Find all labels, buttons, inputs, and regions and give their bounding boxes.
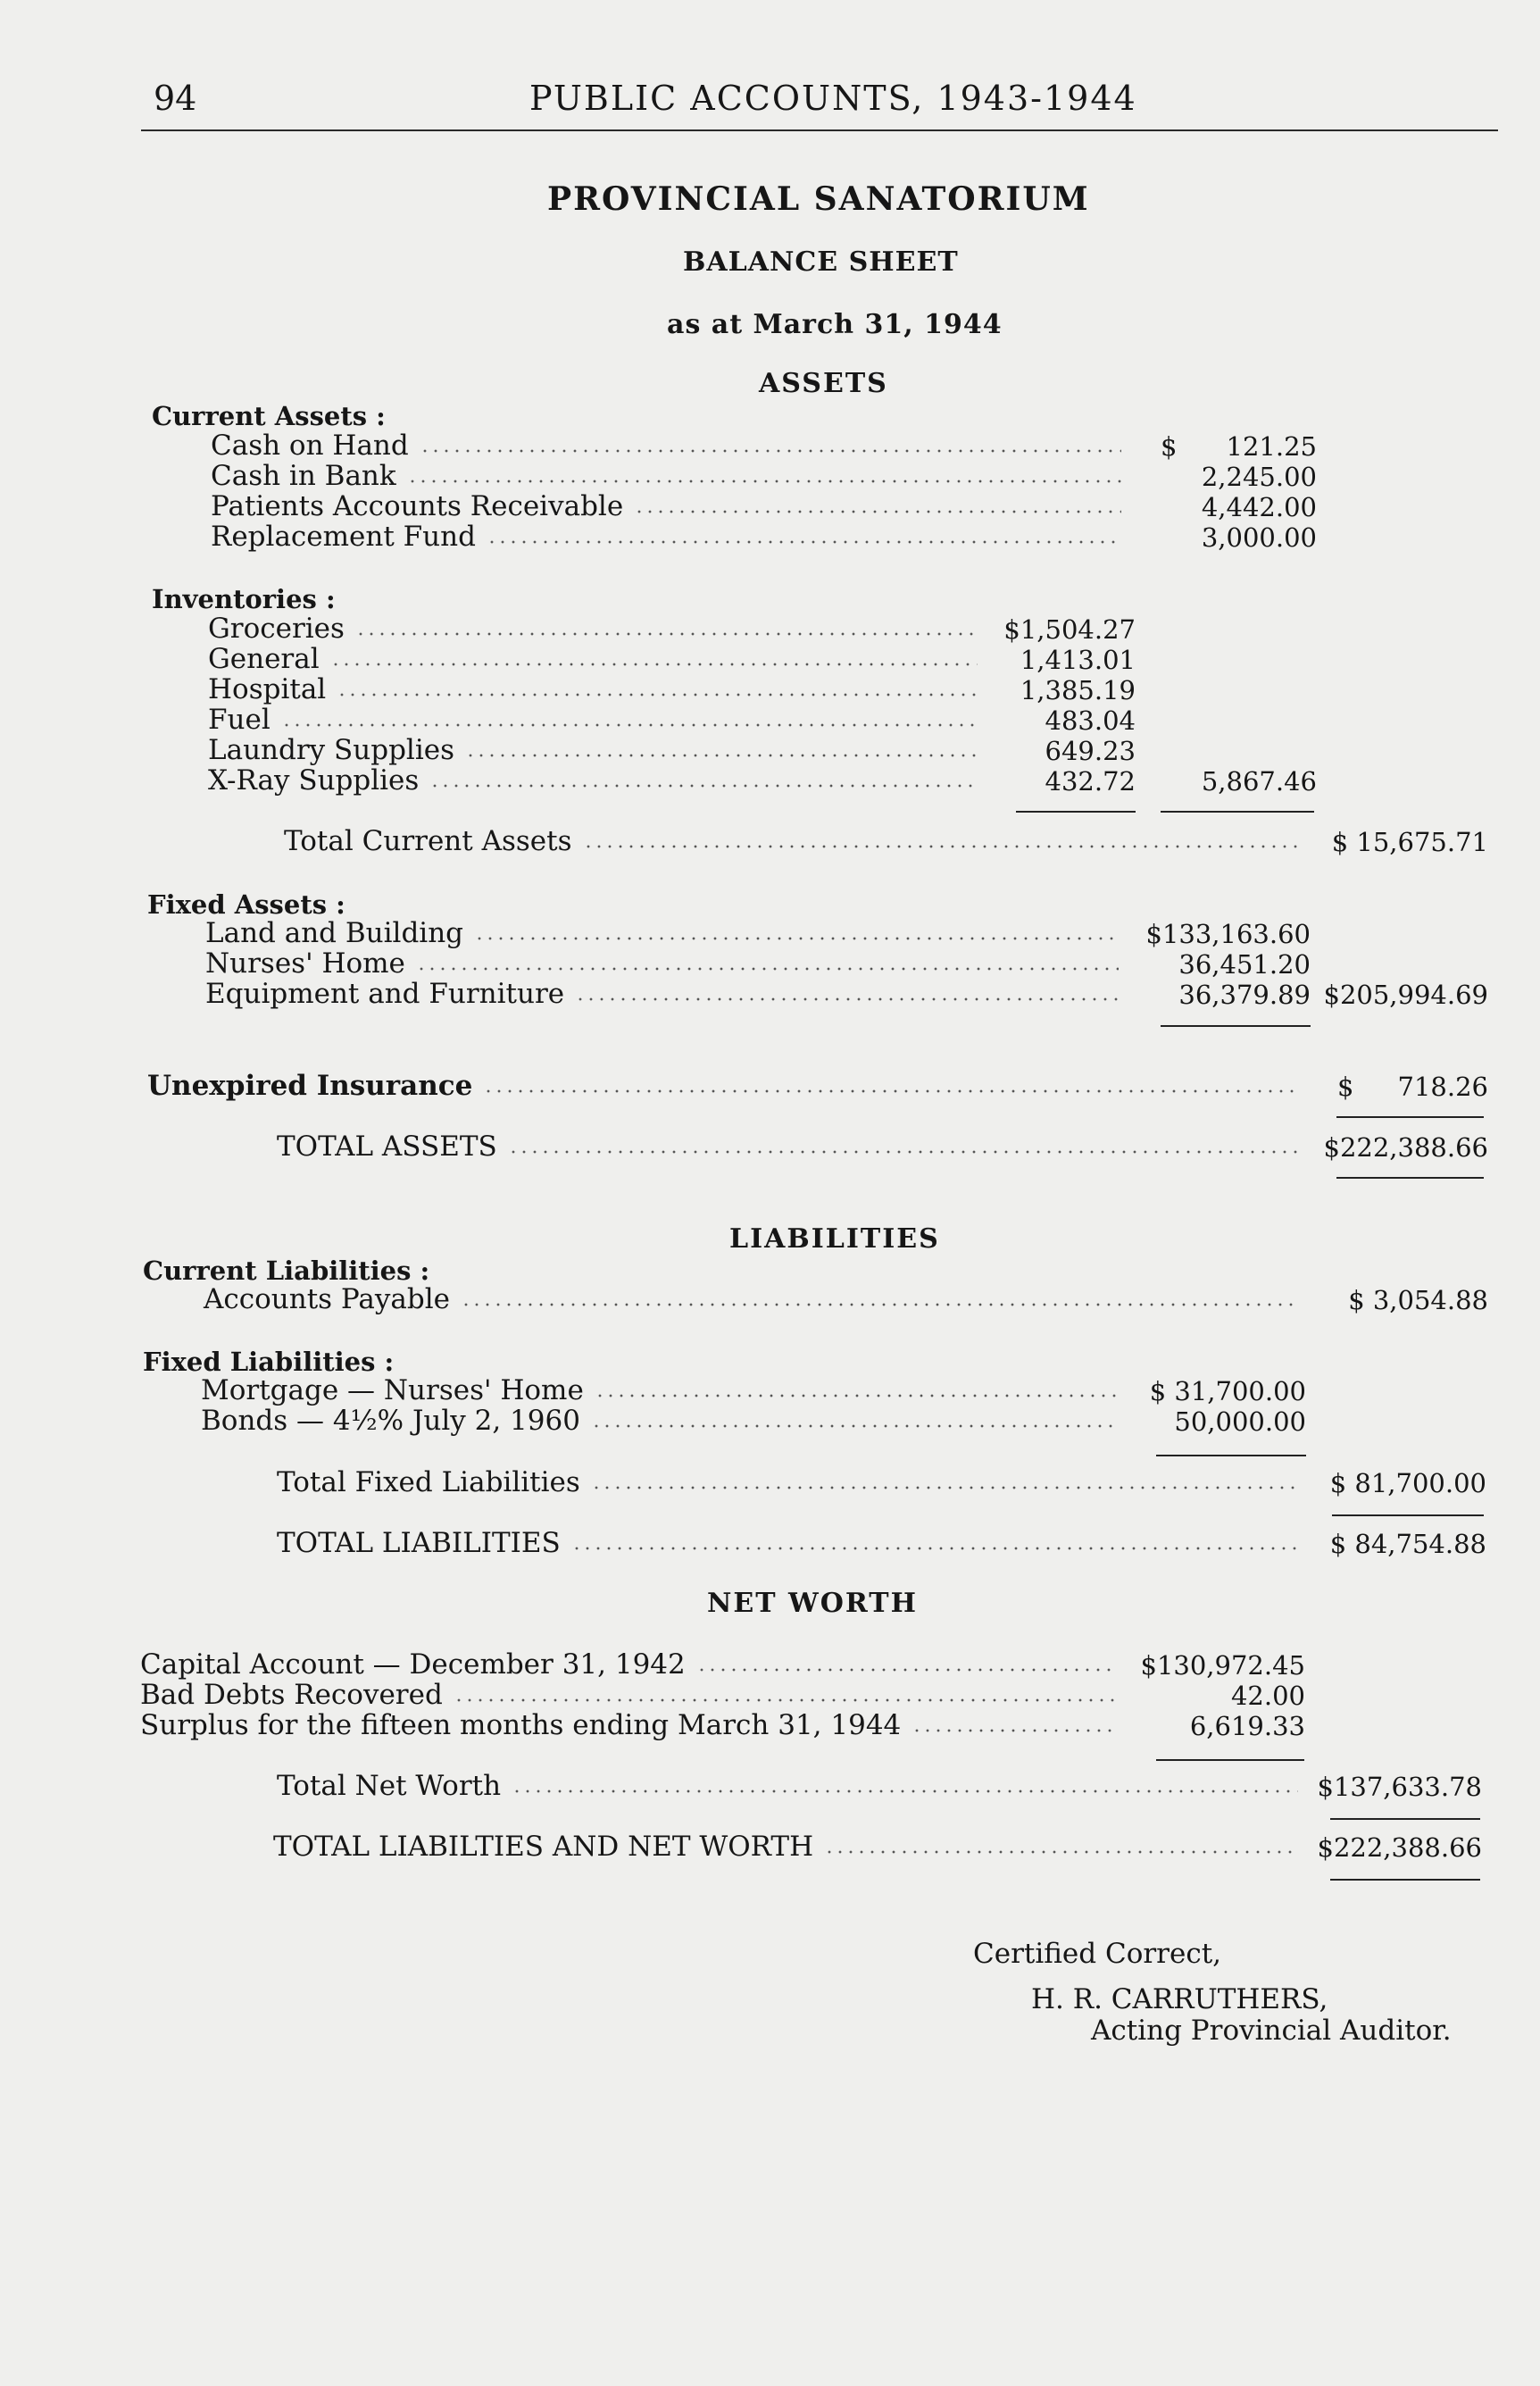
total-assets-amount: $222,388.66 (1323, 1132, 1488, 1163)
row-label: Mortgage — Nurses' Home (201, 1374, 584, 1406)
auditor-name: H. R. CARRUTHERS, (1031, 1983, 1328, 2015)
total-current-assets-amount: $ 15,675.71 (1331, 827, 1488, 857)
row-label: Cash on Hand (211, 430, 409, 462)
liability-row-mortgage (201, 1374, 1129, 1406)
amount: $133,163.60 (1145, 919, 1311, 949)
amount: 2,245.00 (1201, 462, 1317, 492)
row-label: Fuel (208, 704, 271, 736)
row-label: Total Fixed Liabilities (277, 1466, 580, 1498)
leader-dots (591, 1484, 1298, 1491)
total-liabilities-row (277, 1527, 1311, 1559)
asset-row-cash-in-bank (211, 460, 1134, 492)
running-head: PUBLIC ACCOUNTS, 1943-1944 (529, 79, 1137, 118)
fixed-assets-label: Fixed Assets : (147, 889, 345, 920)
double-underline (1330, 1879, 1480, 1881)
total-fixed-liabilities-row (277, 1466, 1311, 1498)
row-label: Patients Accounts Receivable (211, 490, 624, 522)
leader-dots (483, 1088, 1298, 1095)
amount: 121.25 (1226, 431, 1317, 462)
current-liabilities-label: Current Liabilities : (143, 1256, 430, 1286)
unexpired-insurance-row (147, 1070, 1311, 1102)
leader-dots (330, 661, 978, 668)
row-label: TOTAL LIABILITIES (277, 1527, 561, 1559)
row-label: Hospital (208, 673, 327, 705)
amount: 6,619.33 (1189, 1711, 1305, 1741)
underline (1156, 1455, 1306, 1456)
net-worth-row-surplus (140, 1709, 1127, 1741)
asset-row-cash-on-hand (211, 430, 1134, 462)
amount: 1,413.01 (1020, 645, 1136, 675)
row-label: Bad Debts Recovered (140, 1679, 443, 1711)
leader-dots (634, 508, 1121, 515)
current-assets-label: Current Assets : (152, 401, 386, 431)
row-label: TOTAL LIABILTIES AND NET WORTH (273, 1831, 814, 1863)
row-label: Bonds — 4½% July 2, 1960 (201, 1405, 580, 1437)
document-subtitle: BALANCE SHEET (683, 246, 959, 278)
row-label: Total Current Assets (284, 825, 572, 857)
page-number: 94 (154, 79, 197, 118)
underline (1156, 1759, 1304, 1761)
leader-dots (461, 1301, 1298, 1308)
leader-dots (454, 1697, 1114, 1704)
inventory-row-groceries (208, 613, 990, 645)
total-liabilities-amount: $ 84,754.88 (1329, 1529, 1486, 1559)
liabilities-heading: LIABILITIES (729, 1223, 940, 1255)
amount: 36,451.20 (1178, 949, 1311, 980)
leader-dots (912, 1727, 1114, 1734)
amount: $ 3,054.88 (1348, 1285, 1488, 1315)
amount: 4,442.00 (1201, 492, 1317, 522)
inventory-row-fuel (208, 704, 990, 736)
currency-sign: $ (1337, 1072, 1354, 1102)
leader-dots (591, 1422, 1117, 1430)
leader-dots (487, 538, 1121, 546)
leader-dots (474, 935, 1119, 942)
leader-dots (824, 1848, 1298, 1856)
fixed-asset-row-land (205, 917, 1131, 949)
leader-dots (575, 996, 1119, 1003)
document-title: PROVINCIAL SANATORIUM (547, 180, 1090, 218)
liability-row-bonds (201, 1405, 1129, 1437)
amount: $1,504.27 (1003, 614, 1136, 645)
net-worth-row-bad-debts (140, 1679, 1127, 1711)
underline (1332, 1514, 1484, 1516)
amount: 649.23 (1045, 736, 1136, 766)
leader-dots (595, 1392, 1117, 1399)
grand-total-row (273, 1831, 1311, 1863)
leader-dots (416, 965, 1119, 972)
underline (1161, 811, 1314, 813)
net-worth-heading: NET WORTH (707, 1588, 918, 1619)
row-label: Laundry Supplies (208, 734, 455, 766)
net-worth-row-capital (140, 1648, 1127, 1681)
leader-dots (571, 1545, 1298, 1552)
amount: 50,000.00 (1174, 1406, 1306, 1437)
total-current-assets-row (284, 825, 1311, 857)
row-label: Accounts Payable (204, 1283, 450, 1315)
row-label: Replacement Fund (211, 521, 476, 553)
underline (1016, 811, 1136, 813)
leader-dots (420, 447, 1121, 455)
inventories-total: 5,867.46 (1201, 766, 1317, 797)
leader-dots (337, 691, 978, 698)
leader-dots (583, 843, 1298, 850)
underline (1330, 1818, 1480, 1820)
row-label: Nurses' Home (205, 947, 405, 980)
total-net-worth-amount: $137,633.78 (1317, 1772, 1482, 1802)
amount: 432.72 (1045, 766, 1136, 797)
leader-dots (429, 782, 978, 789)
row-label: Land and Building (205, 917, 464, 949)
row-label: Cash in Bank (211, 460, 396, 492)
underline (1336, 1116, 1484, 1118)
inventories-label: Inventories : (152, 584, 336, 614)
amount: 42.00 (1230, 1681, 1305, 1711)
fixed-liabilities-label: Fixed Liabilities : (143, 1347, 395, 1377)
row-label: General (208, 643, 320, 675)
leader-dots (508, 1148, 1298, 1155)
header-rule (141, 129, 1498, 131)
row-label: Unexpired Insurance (147, 1070, 473, 1102)
amount: 3,000.00 (1201, 522, 1317, 553)
assets-heading: ASSETS (759, 368, 888, 399)
leader-dots (407, 478, 1121, 485)
inventory-row-general (208, 643, 990, 675)
fixed-asset-row-nurses-home (205, 947, 1131, 980)
row-label: Capital Account — December 31, 1942 (140, 1648, 686, 1681)
asset-row-patients-accounts (211, 490, 1134, 522)
inventory-row-xray (208, 764, 990, 797)
balance-date: as at March 31, 1944 (667, 309, 1003, 340)
row-label: TOTAL ASSETS (277, 1130, 497, 1163)
liability-row-accounts-payable (204, 1283, 1311, 1315)
total-fixed-liabilities-amount: $ 81,700.00 (1329, 1468, 1486, 1498)
row-label: Total Net Worth (277, 1770, 502, 1802)
leader-dots (281, 722, 978, 729)
inventory-row-hospital (208, 673, 990, 705)
asset-row-replacement-fund (211, 521, 1134, 553)
auditor-title: Acting Provincial Auditor. (1091, 2015, 1452, 2047)
inventory-row-laundry (208, 734, 990, 766)
leader-dots (465, 752, 978, 759)
amount: $130,972.45 (1140, 1650, 1305, 1681)
fixed-assets-total: $205,994.69 (1323, 980, 1488, 1010)
leader-dots (512, 1788, 1298, 1795)
row-label: Groceries (208, 613, 345, 645)
certified-correct: Certified Correct, (973, 1938, 1222, 1970)
row-label: Surplus for the fifteen months ending March 31, 1944 (140, 1709, 902, 1741)
currency-sign: $ (1161, 431, 1178, 462)
unexpired-insurance-amount: 718.26 (1397, 1072, 1488, 1102)
underline (1161, 1025, 1311, 1027)
leader-dots (355, 630, 978, 638)
fixed-asset-row-equipment (205, 978, 1131, 1010)
row-label: Equipment and Furniture (205, 978, 565, 1010)
total-net-worth-row (277, 1770, 1311, 1802)
leader-dots (696, 1666, 1114, 1673)
amount: 483.04 (1045, 705, 1136, 736)
total-assets-row (277, 1130, 1311, 1163)
row-label: X-Ray Supplies (208, 764, 420, 797)
amount: 1,385.19 (1020, 675, 1136, 705)
amount: 36,379.89 (1178, 980, 1311, 1010)
grand-total-amount: $222,388.66 (1317, 1832, 1482, 1863)
amount: $ 31,700.00 (1149, 1376, 1306, 1406)
double-underline (1336, 1177, 1484, 1179)
